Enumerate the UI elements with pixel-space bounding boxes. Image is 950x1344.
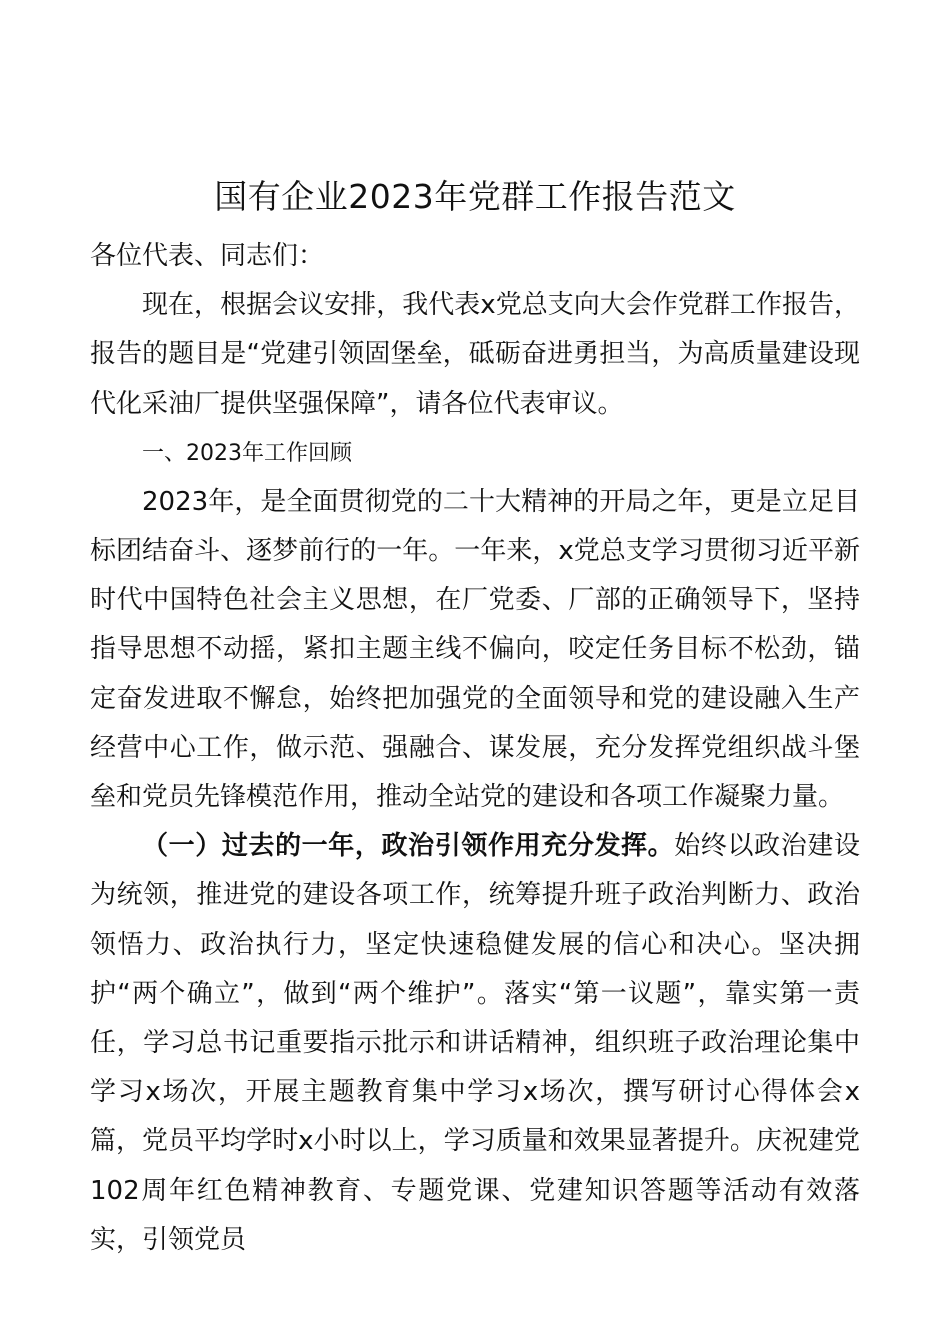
document-title: 国有企业2023年党群工作报告范文 <box>214 177 736 216</box>
subsection-heading: （一）过去的一年，政治引领作用充分发挥。 <box>142 831 675 862</box>
subsection-paragraph <box>90 822 860 1265</box>
subsection-text: 始终以政治建设为统领，推进党的建设各项工作，统筹提升班子政治判断力、政治领悟力、政治执行力，坚定快速稳健发展的信心和决心。坚决拥护“两个确立”，做到“两个维护”。落实“第一议题”，靠实第一责任，学习总书记重要指示批示和讲话精神，组织班子政治理论集中学习x场次，开展主题教育集中学习x场次，撰写研讨心得体会x篇，党员平均学时x小时以上，学习质量和效果显著提升。庆祝建党102周年红色精神教育、专题党课、党建知识答题等活动有效落实，引领党员 <box>90 831 860 1255</box>
intro-paragraph: 现在，根据会议安排，我代表x党总支向大会作党群工作报告，报告的题目是“党建引领固堡垒，砥砺奋进勇担当，为高质量建设现代化采油厂提供坚强保障”，请各位代表审议。 <box>90 290 860 419</box>
section-heading: 一、2023年工作回顾 <box>142 440 352 466</box>
salutation: 各位代表、同志们： <box>90 241 325 271</box>
document-body <box>90 232 860 1265</box>
review-paragraph: 2023年，是全面贯彻党的二十大精神的开局之年，更是立足目标团结奋斗、逐梦前行的一年。一年来，x党总支学习贯彻习近平新时代中国特色社会主义思想，在厂党委、厂部的正确领导下，坚持指导思想不动摇，紧扣主题主线不偏向，咬定任务目标不松劲，锚定奋发进取不懈怠，始终把加强党的全面领导和党的建设融入生产经营中心工作，做示范、强融合、谋发展，充分发挥党组织战斗堡垒和党员先锋模范作用，推动全站党的建设和各项工作凝聚力量。 <box>90 486 860 813</box>
